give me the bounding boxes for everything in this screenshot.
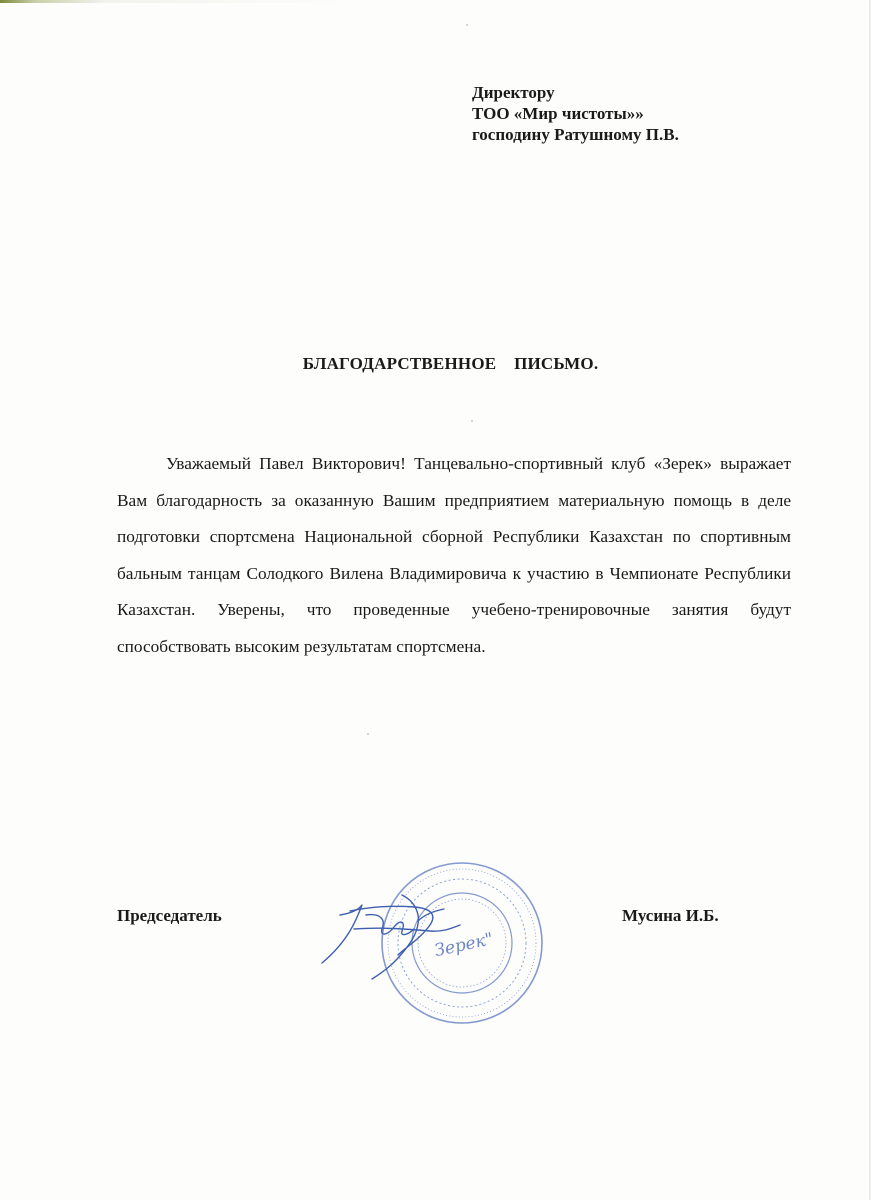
stamp-center-text: Зерек" (432, 929, 496, 962)
addressee-company: ТОО «Мир чистоты»» (472, 104, 644, 123)
letter-title: БЛАГОДАРСТВЕННОЕ ПИСЬМО. (302, 354, 599, 373)
signatory-name: Мусина И.Б. (622, 906, 719, 925)
signatory-role: Председатель (117, 906, 222, 925)
scan-speck (367, 733, 369, 735)
scan-speck (466, 24, 468, 26)
addressee-person: господину Ратушному П.В. (472, 125, 679, 144)
addressee-block (472, 82, 679, 145)
scan-edge (0, 0, 871, 3)
addressee-position: Директору (472, 83, 555, 102)
stamp-and-signature (310, 855, 550, 1030)
letter-body: Уважаемый Павел Викторович! Танцевально-спортивный клуб «Зерек» выражает Вам благодарность за оказанную Вашим предприятием материальную помощь в деле подготовки спортсмена Национальной сборной Республики Казахстан по спортивным бальным танцам Солодкого Вилена Владимировича к участию в Чемпионате Республики Казахстан. Уверены, что проведенные учебено-тренировочные занятия будут способствовать высоким результатам спортсмена. (117, 454, 791, 656)
scan-speck (471, 420, 473, 422)
